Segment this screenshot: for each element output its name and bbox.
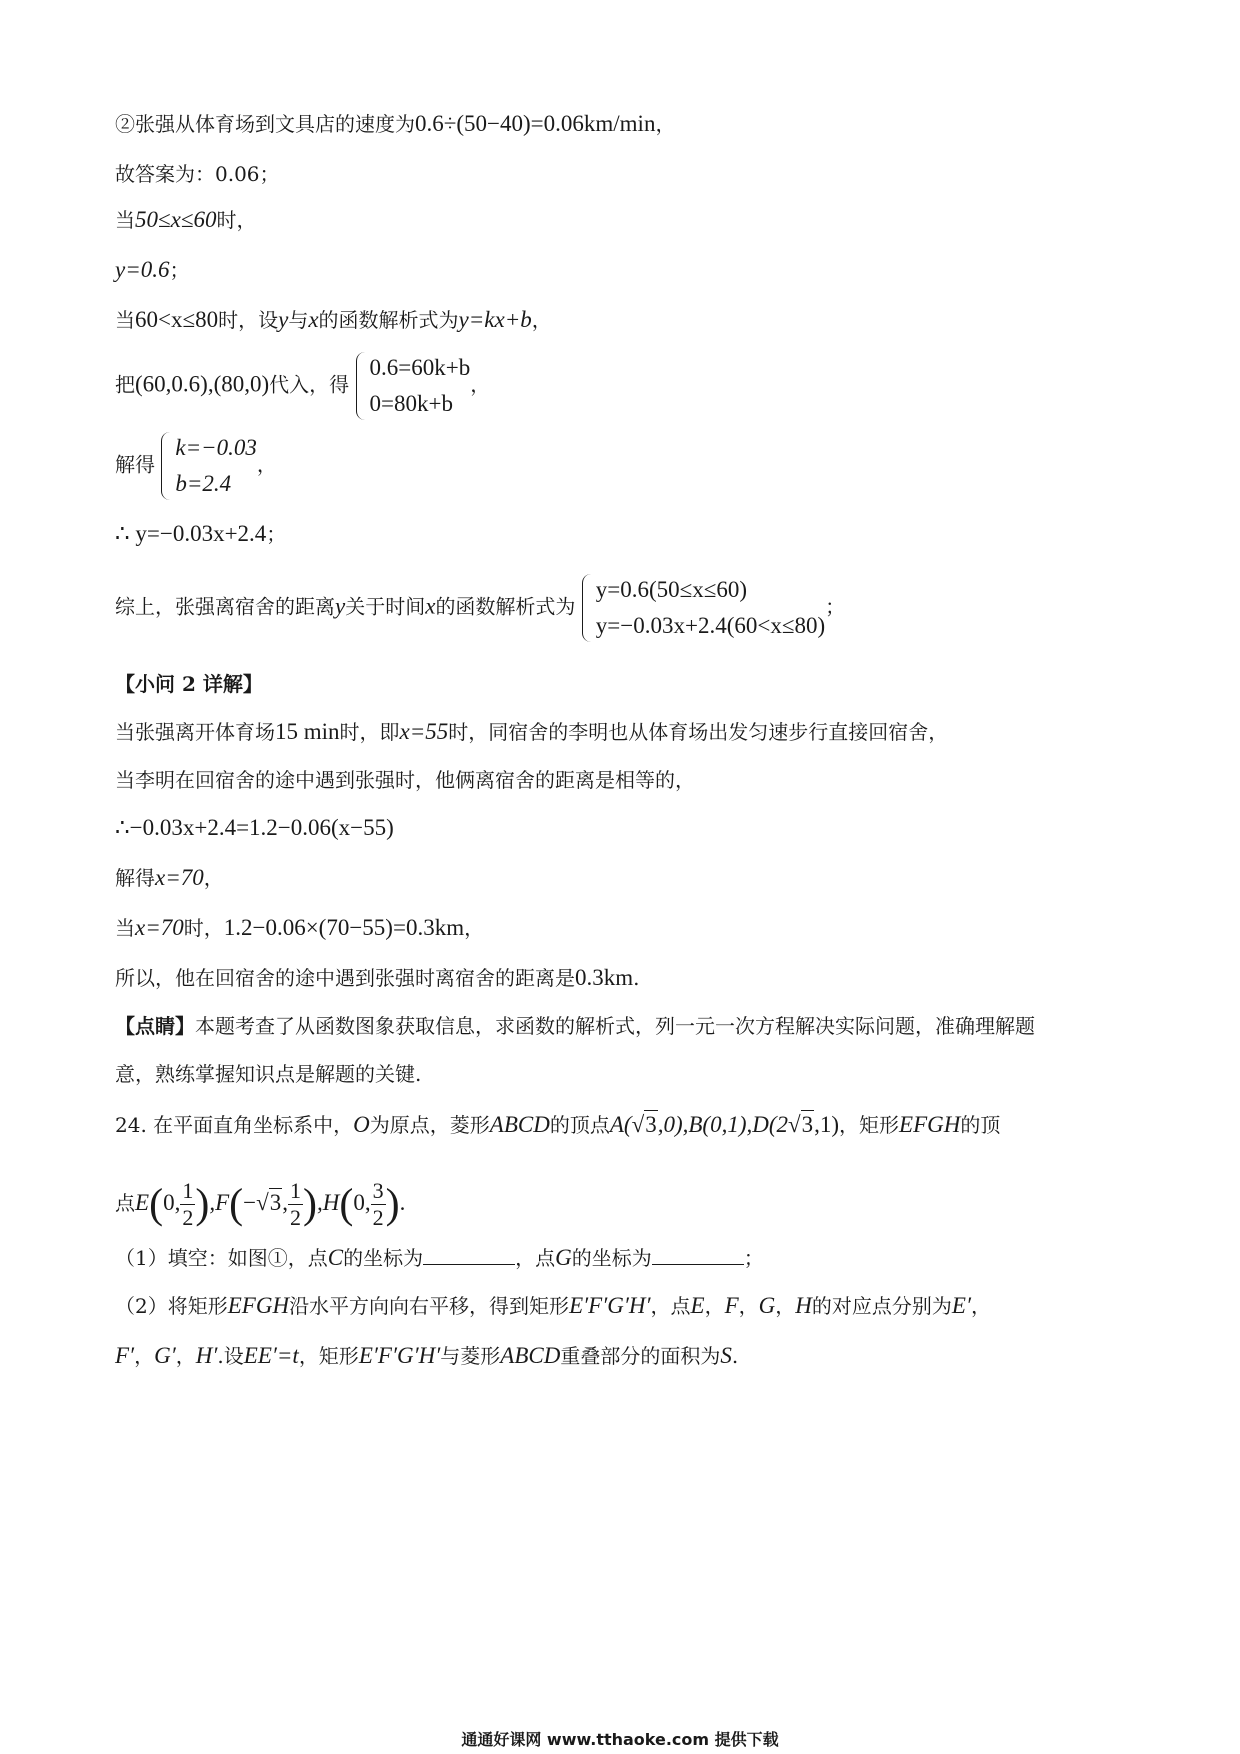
- math-variable: ABCD: [489, 1112, 550, 1137]
- problem-24-line-2: [115, 1180, 405, 1229]
- therefore-line: [115, 520, 286, 548]
- solution-line-speed: [115, 110, 675, 138]
- math-variable: F′: [115, 1343, 135, 1368]
- text: .: [731, 1344, 739, 1368]
- equation-row: b=2.4: [175, 471, 232, 496]
- text: 的顶: [960, 1113, 1001, 1137]
- text: 与: [288, 308, 309, 332]
- text: ，: [134, 1344, 155, 1368]
- sqrt-expression: √3: [256, 1190, 282, 1215]
- sqrt-expression: √3: [631, 1112, 657, 1137]
- math-variable: G: [555, 1245, 572, 1270]
- sqrt-radicand: 3: [269, 1190, 282, 1215]
- paren-close: ): [385, 1181, 400, 1228]
- text: .设: [217, 1344, 244, 1368]
- paren-close: ): [302, 1181, 317, 1228]
- math-variable: y: [335, 593, 346, 619]
- math-variable: ABCD: [500, 1343, 561, 1368]
- equation-row: y=−0.03x+2.4(60<x≤80): [595, 613, 826, 638]
- math-variable: E′F′G′H′: [358, 1343, 441, 1368]
- paren-open: (: [339, 1181, 354, 1228]
- comment-line-2: [115, 1060, 421, 1088]
- math-expression: 50≤x≤60: [135, 207, 217, 232]
- text: ，: [464, 916, 485, 940]
- math-variable: H′: [195, 1343, 218, 1368]
- text: 为原点，菱形: [369, 1113, 490, 1137]
- text: 与菱形: [440, 1344, 501, 1368]
- text: ，: [470, 372, 491, 397]
- text: 【小问 2 详解】: [115, 672, 263, 696]
- text: ，: [704, 1294, 725, 1318]
- text: 把: [115, 372, 135, 397]
- math-expression: x=70: [135, 915, 184, 940]
- condition-line-2: [115, 306, 552, 334]
- text: 时，设: [218, 308, 279, 332]
- comment-line-1: [115, 1012, 1035, 1040]
- sqrt-radicand: 3: [645, 1112, 657, 1137]
- math-expression: 0.3km: [575, 965, 634, 990]
- text: 所以，他在回宿舍的途中遇到张强时离宿舍的距离是: [115, 966, 575, 990]
- equation-row: k=−0.03: [175, 435, 257, 460]
- text: 当张强离开体育场: [115, 720, 275, 744]
- math-expression: .: [399, 1190, 406, 1215]
- equation-row: 0.6=60k+b: [369, 355, 471, 380]
- text: 解得: [115, 452, 155, 477]
- left-brace: [582, 574, 591, 642]
- numerator: 3: [372, 1178, 384, 1203]
- solve-x-line: [115, 864, 224, 892]
- text: ，: [738, 1294, 759, 1318]
- text: 当: [115, 308, 135, 332]
- math-expression: 1.2−0.06×(70−55)=0.3km: [223, 915, 465, 940]
- solve-line: [115, 430, 277, 502]
- fraction: [180, 1180, 195, 1229]
- text: 的函数解析式为: [318, 308, 459, 332]
- text: 时，: [216, 208, 257, 232]
- text: ，矩形: [298, 1344, 359, 1368]
- text: 解得: [115, 866, 155, 890]
- text: 时，即: [339, 720, 400, 744]
- text: 的坐标为: [343, 1246, 424, 1270]
- math-expression: x=70: [155, 865, 204, 890]
- answer-blank-c[interactable]: [423, 1244, 515, 1265]
- substitution-line: [115, 350, 490, 422]
- math-variable: O: [353, 1112, 370, 1137]
- text: 的对应点分别为: [811, 1294, 952, 1318]
- paren-open: (: [149, 1181, 164, 1228]
- text: 当: [115, 916, 135, 940]
- math-expression: ,1): [814, 1112, 840, 1137]
- equation-system: [356, 350, 471, 422]
- math-expression: ,0),B(0,1),D(2: [657, 1112, 788, 1137]
- text: 当: [115, 208, 135, 232]
- left-brace: [356, 352, 365, 420]
- text: 关于时间: [345, 594, 426, 619]
- equation-row: 0=80k+b: [369, 391, 453, 416]
- sqrt-radicand: 3: [801, 1112, 814, 1137]
- text: 本题考查了从函数图象获取信息，求函数的解析式，列一元一次方程解决实际问题，准确理解题: [195, 1014, 1035, 1038]
- math-variable: E: [135, 1190, 150, 1215]
- comment-tag: 【点睛】: [115, 1014, 195, 1038]
- math-expression: y=0.6: [115, 257, 170, 282]
- math-variable: H: [795, 1293, 812, 1318]
- text: ②张强从体育场到文具店的速度为: [115, 112, 415, 136]
- question-2-line-1: [115, 1292, 991, 1320]
- answer-blank-g[interactable]: [652, 1244, 744, 1265]
- math-expression: ,: [282, 1190, 288, 1215]
- text: .: [633, 966, 640, 990]
- math-expression: EE′=t: [243, 1343, 299, 1368]
- condition-line-1: [115, 206, 256, 234]
- denominator: 2: [182, 1205, 194, 1230]
- text: 24. 在平面直角坐标系中，: [115, 1113, 354, 1137]
- math-variable: C: [327, 1245, 344, 1270]
- math-variable: x: [425, 593, 436, 619]
- text: ，点: [650, 1294, 691, 1318]
- math-expression: 0,: [163, 1190, 181, 1215]
- text: （1）填空：如图①，点: [115, 1246, 328, 1270]
- math-variable: x: [308, 307, 319, 332]
- math-expression: y=kx+b: [458, 307, 532, 332]
- text: 故答案为：0.06；: [115, 162, 280, 186]
- math-expression: A(: [609, 1112, 632, 1137]
- fraction: [288, 1180, 303, 1229]
- text: 的坐标为: [571, 1246, 652, 1270]
- calc-line: [115, 914, 484, 942]
- page-footer: 通通好课网 www.tthaoke.com 提供下载: [461, 1730, 779, 1749]
- math-variable: EFGH: [899, 1112, 961, 1137]
- math-variable: y: [278, 307, 289, 332]
- numerator: 1: [182, 1178, 194, 1203]
- conclusion-line: [115, 964, 640, 992]
- math-expression: ∴−0.03x+2.4=1.2−0.06(x−55): [115, 815, 394, 840]
- equation-line: [115, 814, 394, 842]
- math-expression: 60<x≤80: [135, 307, 219, 332]
- text: 时，同宿舍的李明也从体育场出发匀速步行直接回宿舍，: [448, 720, 949, 744]
- paren-close: ): [195, 1181, 210, 1228]
- text: ，矩形: [839, 1113, 900, 1137]
- text: 的顶点: [549, 1113, 610, 1137]
- text: ；: [825, 594, 846, 619]
- denominator: 2: [372, 1205, 384, 1230]
- math-expression: 0.6÷(50−40)=0.06km/min: [415, 111, 656, 136]
- math-expression: 0,: [353, 1190, 371, 1215]
- math-variable: G′: [154, 1343, 176, 1368]
- math-expression: ∴ y=−0.03x+2.4: [115, 521, 267, 546]
- text: 点: [115, 1191, 135, 1215]
- text: 时，: [183, 916, 224, 940]
- math-expression: 15 min: [275, 719, 340, 744]
- math-expression: x=55: [399, 719, 449, 744]
- question-1-line: [115, 1244, 764, 1272]
- answer-line: [115, 160, 280, 188]
- text: ，点: [515, 1246, 556, 1270]
- math-variable: ,F: [209, 1190, 230, 1215]
- denominator: 2: [289, 1205, 301, 1230]
- text: ，: [970, 1294, 991, 1318]
- paren-open: (: [229, 1181, 244, 1228]
- text: ，: [256, 452, 277, 477]
- math-variable: E′F′G′H′: [569, 1293, 651, 1318]
- text: ；: [266, 522, 287, 546]
- text: 代入，得: [269, 372, 350, 397]
- text: 综上，张强离宿舍的距离: [115, 594, 335, 619]
- fraction: [371, 1180, 386, 1229]
- math-variable: E: [690, 1293, 705, 1318]
- math-variable: EFGH: [227, 1293, 290, 1318]
- part2-line-2: [115, 766, 695, 794]
- text: ，: [203, 866, 224, 890]
- solution-system: [161, 430, 257, 502]
- piecewise-system: [582, 572, 825, 644]
- math-variable: ,H: [316, 1190, 340, 1215]
- text: （2）将矩形: [115, 1294, 228, 1318]
- text: ；: [169, 258, 190, 282]
- left-brace: [161, 432, 170, 500]
- part2-line-1: [115, 718, 948, 746]
- numerator: 1: [289, 1178, 301, 1203]
- text: ，: [175, 1344, 196, 1368]
- sqrt-expression: √3: [788, 1112, 814, 1137]
- section-heading: [115, 670, 263, 698]
- math-expression: −: [243, 1190, 257, 1215]
- text: ，: [655, 112, 676, 136]
- math-expression: (60,0.6),(80,0): [135, 371, 270, 397]
- math-variable: G: [758, 1293, 776, 1318]
- problem-24-line-1: [115, 1110, 1000, 1139]
- text: 意，熟练掌握知识点是解题的关键.: [115, 1062, 422, 1086]
- text: ，: [531, 308, 552, 332]
- equation-row: y=0.6(50≤x≤60): [595, 577, 748, 602]
- text: ，: [775, 1294, 796, 1318]
- math-variable: E′: [951, 1293, 971, 1318]
- summary-line: [115, 572, 845, 644]
- text: ；: [743, 1246, 764, 1270]
- math-variable: F: [724, 1293, 739, 1318]
- text: 当李明在回宿舍的途中遇到张强时，他俩离宿舍的距离是相等的，: [115, 768, 695, 792]
- math-variable: S: [720, 1343, 732, 1368]
- y-equals-line: [115, 256, 189, 284]
- text: 重叠部分的面积为: [560, 1344, 721, 1368]
- question-2-line-2: [115, 1342, 738, 1370]
- text: 的函数解析式为: [435, 594, 576, 619]
- text: 沿水平方向向右平移，得到矩形: [289, 1294, 570, 1318]
